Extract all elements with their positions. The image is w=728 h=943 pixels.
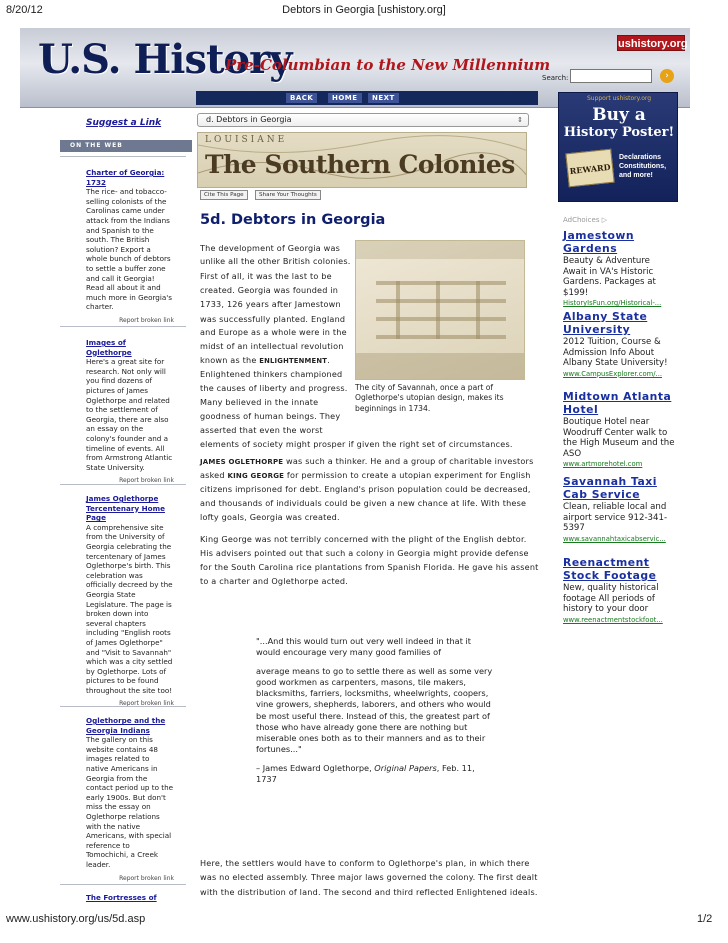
web-link-desc: Here's a great site for research. Not only will you find dozens of pictures of James Oglethorpe and related to the settlement of Georgia, there are also an essay on the colony's founder and a timeline of events. All from Armstrong Atlantic State University. [86,357,173,472]
report-broken-link[interactable]: Report broken link [119,477,174,485]
on-the-web-header: ON THE WEB [60,140,192,152]
site-tagline: Pre-Columbian to the New Millennium [225,56,551,74]
ad-url[interactable]: www.CampusExplorer.com/... [563,369,663,378]
body-line: citizens imprisoned for debt. England's prison population could be decreased, [200,484,531,494]
ad-desc: Clean, reliable local and airport service 912-341-5397 [563,502,668,534]
web-link-title[interactable]: James Oglethorpe Tercentenary Home Page [86,494,165,523]
poster-reward-image: REWARD [565,149,614,188]
web-link-desc: The gallery on this website contains 48 images related to native Americans in Georgia from the contact period up to the early 1900s. But don't miss the essay on Oglethorpe relations with the native Americans, with special reference to Tomochichi, a Creek leader. [86,735,174,869]
web-link-item [86,494,174,709]
left-divider [60,484,186,485]
select-arrows-icon: ⇕ [517,116,523,124]
left-divider [60,156,186,157]
oglethorpe-term[interactable]: JAMES OGLETHORPE [200,458,284,466]
body-line: unlike all the other British colonies. [200,256,351,266]
body-line: 1733, 126 years after Jamestown [200,299,341,309]
print-url: www.ushistory.org/us/5d.asp [6,913,146,925]
body-text: was such a thinker. He and a group of charitable investors [283,456,534,466]
report-broken-link[interactable]: Report broken link [119,700,174,708]
web-link-item [86,338,174,486]
left-divider [60,884,186,885]
share-thoughts-button[interactable]: Share Your Thoughts [255,190,321,200]
body-line: elements of society might prosper if given the right set of circumstances. [200,439,513,449]
quote-para: average means to go to settle there as well as some very good workmen as carpenters, masons, tile makers, blacksmiths, farriers, locksmiths, wheelwrights, coopers, vine growers, shepherds, laborers, and others who would be most useful there. Instead of this, the greatest part of those who have already gone there are nothing but miserable ones both as to their manners and as to their fortunes..." [256,666,493,754]
body-line: lofty goals, Georgia was created. [200,512,340,522]
left-divider [60,326,186,327]
ad-item [563,475,675,543]
oglethorpe-quote [256,636,496,785]
quote-para: "...And this would turn out very well indeed in that it would encourage very many good families of [256,636,471,658]
ad-title[interactable]: Midtown Atlanta Hotel [563,390,672,416]
history-poster-ad[interactable] [558,92,678,202]
enlightenment-term[interactable]: ENLIGHTENMENT [259,357,328,365]
ad-desc: New, quality historical footage All periods of history to your door [563,583,659,615]
web-link-item [86,893,174,903]
body-line: His advisers pointed out that such a colony in Georgia might provide defense [200,548,529,558]
poster-declarations-text: Declarations Constitutions, and more! [619,154,667,179]
ad-item [563,310,675,378]
body-line: First of all, it was the last to be [200,271,332,281]
print-title: Debtors in Georgia [ushistory.org] [282,4,446,16]
nav-home-button[interactable]: HOME [328,93,362,103]
ad-title[interactable]: Albany State University [563,310,648,336]
body-line: Enlightened thinkers championed [200,369,343,379]
web-link-desc: The rice- and tobacco-selling colonists of the Carolinas came under attack from the Indians and Spanish to the south. The British solution? Export a whole bunch of debtors to settle a buffer zone and call it Georgia! Read all about it and much more in Georgia's charter. [86,187,172,312]
image-caption: The city of Savannah, once a part of Oglethorpe's utopian design, makes its beginnings in 1734. [355,383,504,413]
body-text: for permission to create a utopian experiment for English [284,470,531,480]
savannah-engraving-image [355,240,525,380]
web-link-title[interactable]: Charter of Georgia: 1732 [86,168,165,187]
body-line: known as the ENLIGHTENMENT. [200,355,330,365]
body-line: and Europe as a whole were in the [200,327,347,337]
body-line: the causes of liberty and progress. [200,383,348,393]
suggest-link[interactable]: Suggest a Link [86,118,162,128]
body-line: goodness of human beings. They [200,411,341,421]
nav-next-button[interactable]: NEXT [368,93,399,103]
report-broken-link[interactable]: Report broken link [119,316,174,324]
site-logo[interactable]: U.S. History [38,36,292,83]
search-label: Search: [542,74,569,82]
nav-bar [196,91,538,105]
ad-title[interactable]: Savannah Taxi Cab Service [563,475,657,501]
body-line: Many believed in the innate [200,397,319,407]
ad-title[interactable]: Jamestown Gardens [563,229,635,255]
ad-url[interactable]: www.reenactmentstockfoot... [563,615,663,624]
page-title: 5d. Debtors in Georgia [200,212,386,228]
ad-item [563,390,675,468]
print-page-number: 1/2 [697,913,713,925]
poster-headline: History Poster! [563,125,675,140]
section-header-title: The Southern Colonies [205,150,515,179]
web-link-title[interactable]: Images of Oglethorpe [86,338,132,357]
ad-url[interactable]: www.savannahtaxicabservic... [563,534,666,543]
ad-title[interactable]: Reenactment Stock Footage [563,556,657,582]
adchoices-label[interactable]: AdChoices ▷ [563,216,608,224]
king-george-term[interactable]: KING GEORGE [227,472,285,480]
quote-attribution: – James Edward Oglethorpe, Original Papers, Feb. 11, 1737 [256,762,475,785]
ad-item [563,229,675,307]
ad-url[interactable]: www.artmorehotel.com [563,460,643,469]
body-line: The development of Georgia was [200,243,341,253]
left-divider [60,706,186,707]
map-label: LOUISIANE [205,135,288,145]
ad-desc: 2012 Tuition, Course & Admission Info About Albany State University! [563,337,668,369]
body-line: for the South Carolina rice plantations from Spanish Florida. He gave his assent [200,562,539,572]
body-line: Here, the settlers would have to conform to Oglethorpe's plan, in which there [200,858,530,868]
chapter-select-value: d. Debtors in Georgia [206,115,292,124]
ad-desc: Boutique Hotel near Woodruff Center walk to the High Museum and the ASO [563,417,675,459]
body-line: created. Georgia was founded in [200,285,339,295]
body-text: asked [200,470,228,480]
search-go-icon[interactable]: › [660,69,674,83]
ad-item [563,556,675,624]
chapter-select[interactable] [197,113,529,127]
ad-desc: Beauty & Adventure Await in VA's Historic Gardens. Packages at $199! [563,256,656,298]
cite-page-button[interactable]: Cite This Page [200,190,248,200]
body-line: asserted that even the worst [200,425,323,435]
body-line: was no elected assembly. Three major laws governed the colony. The first dealt [200,872,538,882]
print-date: 8/20/12 [6,4,43,16]
body-line: and thousands of individuals could be given a new chance at life. With these [200,498,527,508]
body-text: known as the [200,355,260,365]
web-link-title[interactable]: The Fortresses of [86,893,157,902]
search-input[interactable] [570,69,652,83]
body-line: King George was not terribly concerned with the plight of the English debtor. [200,534,527,544]
body-line [200,470,531,480]
poster-buy-text: Buy a [592,105,646,125]
nav-back-button[interactable]: BACK [286,93,317,103]
web-link-desc: A comprehensive site from the University of Georgia celebrating the tercentenary of James Oglethorpe's birth. This celebration was officially decreed by the Georgia State Legislature. The page is broken down into several chapters including "English roots of James Oglethorpe" and "Visit to Savannah" which was a city settled by Oglethorpe. Lots of pictures to be found throughout the site too! [86,522,173,695]
body-line: midst of an intellectual revolution [200,341,344,351]
web-link-item [86,716,174,883]
body-line: with the distribution of land. The second and third reflected Enlightened ideals. [200,887,538,897]
web-link-title[interactable]: Oglethorpe and the Georgia Indians [86,716,166,735]
body-line [200,456,534,466]
ad-url[interactable]: HistoryIsFun.org/Historical-... [563,299,662,308]
web-link-item [86,168,174,326]
report-broken-link[interactable]: Report broken link [119,874,174,882]
poster-support-text: Support ushistory.org [586,95,652,102]
site-badge[interactable]: ushistory.org [617,35,685,51]
body-line: to a charter and Oglethorpe acted. [200,576,349,586]
body-line: was successfully planted. England [200,314,346,324]
